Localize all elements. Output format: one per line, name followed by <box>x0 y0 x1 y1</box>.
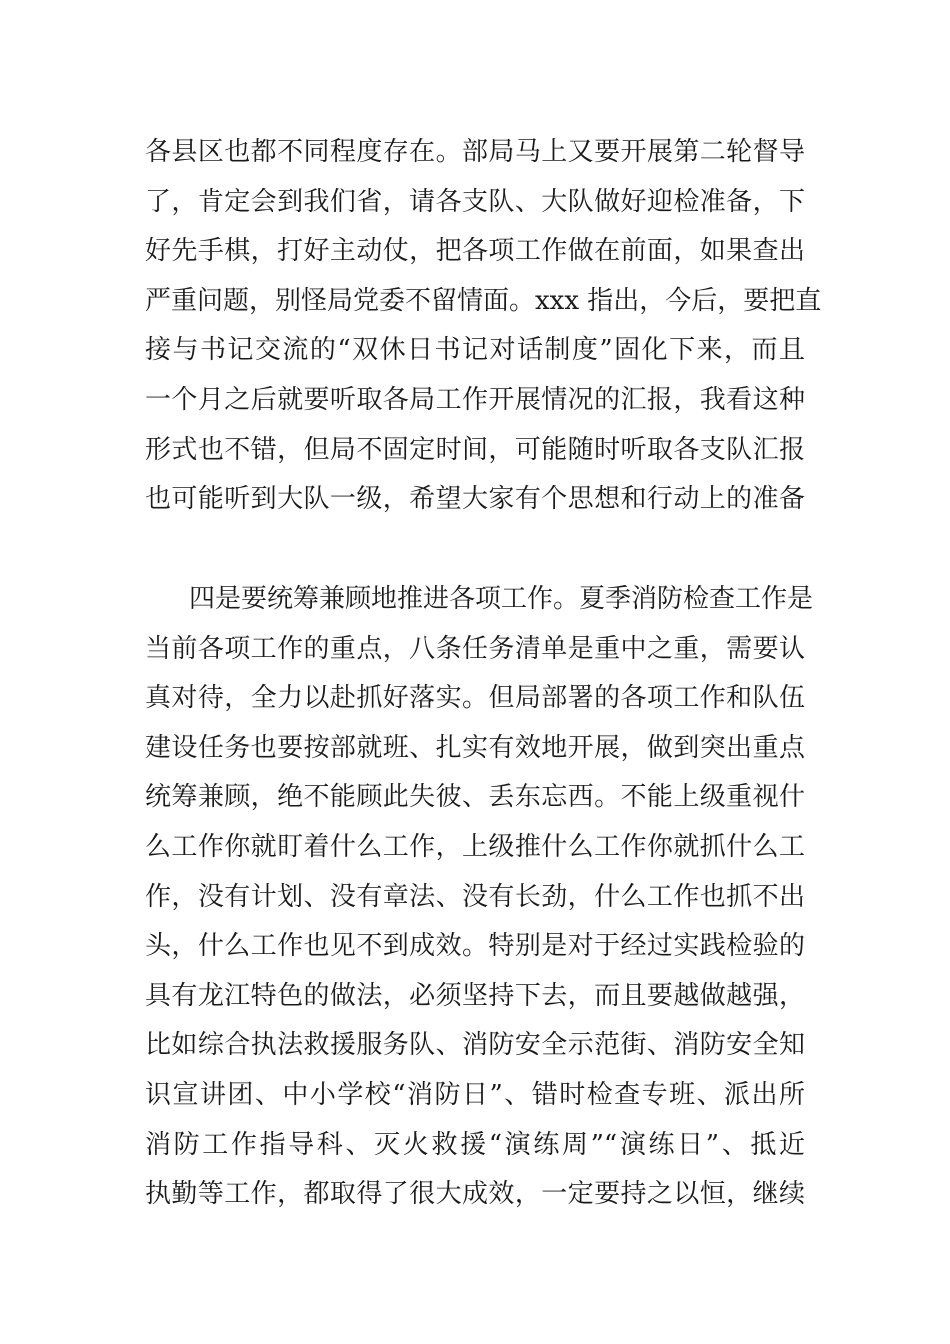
text-line: 各县区也都不同程度存在。部局马上又要开展第二轮督导 <box>145 137 805 167</box>
paragraph-continuation <box>145 128 822 525</box>
text-line: 也可能听到大队一级，希望大家有个思想和行动上的准备 <box>145 484 805 515</box>
text-line: 头，什么工作也见不到成效。特别是对于经过实践检验的 <box>145 931 805 962</box>
text-line: 好先手棋，打好主动仗，把各项工作做在前面，如果查出 <box>145 236 805 267</box>
text-line-first: 四是要统筹兼顾地推进各项工作。夏季消防检查工作是 <box>189 584 814 614</box>
text-line: 消防工作指导科、灭火救援“演练周”“演练日”、抵近 <box>145 1129 805 1160</box>
text-line: 一个月之后就要听取各局工作开展情况的汇报，我看这种 <box>145 384 805 415</box>
text-line: 严重问题，别怪局党委不留情面。xxx 指出，今后，要把直 <box>145 285 822 316</box>
text-line: 形式也不错，但局不固定时间，可能随时听取各支队汇报 <box>145 434 805 465</box>
text-line: 当前各项工作的重点，八条任务清单是重中之重，需要认 <box>145 633 805 664</box>
text-line: 真对待，全力以赴抓好落实。但局部署的各项工作和队伍 <box>145 683 805 714</box>
text-line: 建设任务也要按部就班、扎实有效地开展，做到突出重点 <box>145 732 805 763</box>
text-line: 识宣讲团、中小学校“消防日”、错时检查专班、派出所 <box>145 1079 805 1110</box>
text-line: 接与书记交流的“双休日书记对话制度”固化下来，而且 <box>145 335 805 366</box>
text-line: 作，没有计划、没有章法、没有长劲，什么工作也抓不出 <box>145 881 805 912</box>
text-line: 比如综合执法救援服务队、消防安全示范街、消防安全知 <box>145 1030 805 1061</box>
text-line: 么工作你就盯着什么工作，上级推什么工作你就抓什么工 <box>145 831 805 862</box>
paragraph-point-four <box>145 575 814 1220</box>
text-line: 统筹兼顾，绝不能顾此失彼、丢东忘西。不能上级重视什 <box>145 782 805 813</box>
text-line: 具有龙江特色的做法，必须坚持下去，而且要越做越强， <box>145 980 805 1011</box>
text-line: 执勤等工作，都取得了很大成效，一定要持之以恒，继续 <box>145 1179 805 1210</box>
text-line: 了，肯定会到我们省，请各支队、大队做好迎检准备，下 <box>145 186 805 217</box>
